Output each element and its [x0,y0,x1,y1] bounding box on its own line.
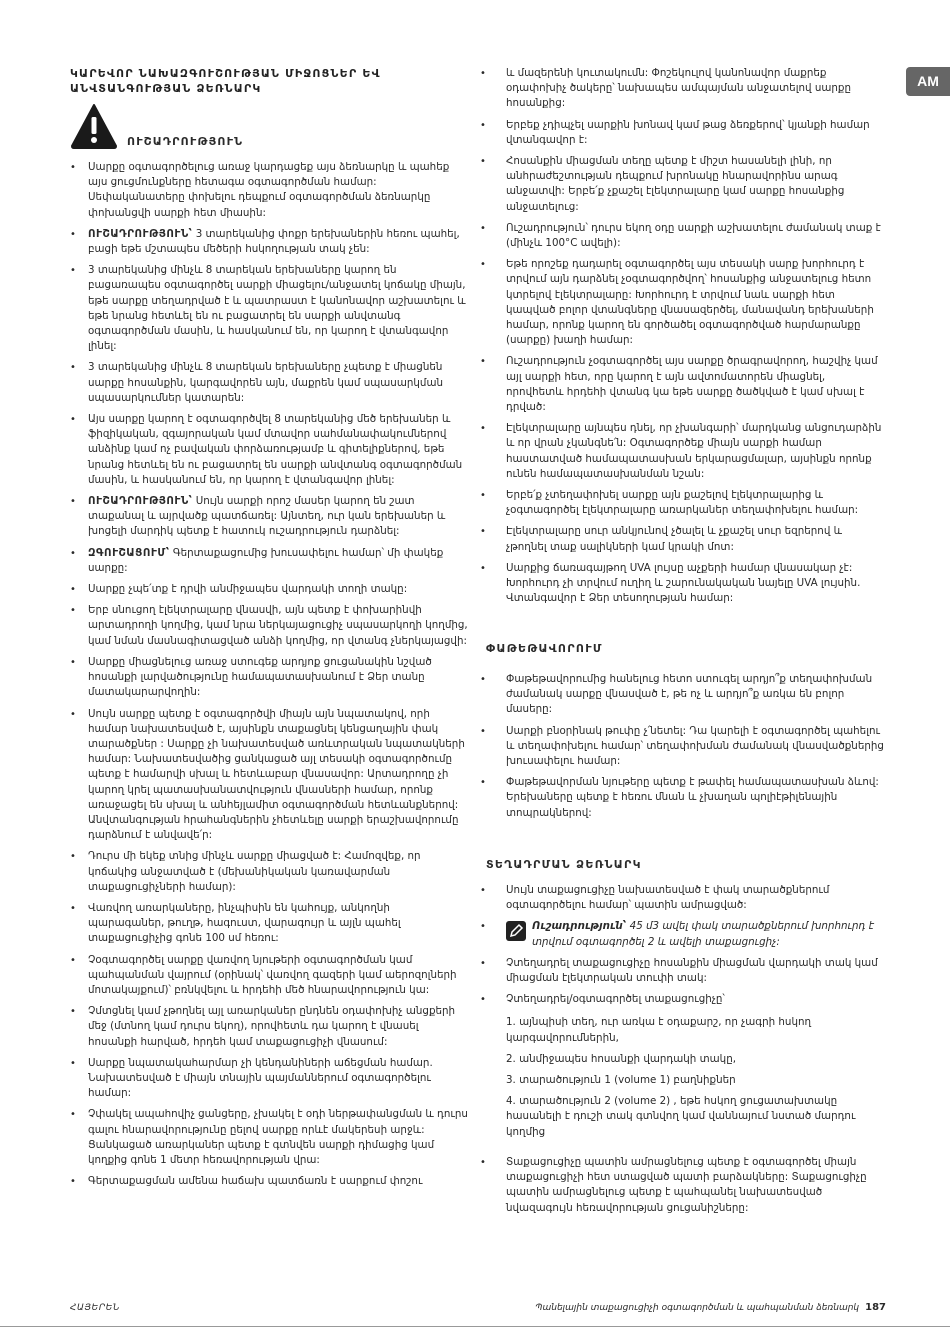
item-lead: ՈՒՇԱԴՐՈՒԹՅՈՒՆ՝ [88,495,193,508]
item-text: Եթե որոշեք դադարել օգտագործել այս տեսակի սարք խորհուրդ է տրվում այն դարձնել չօգտագործվող՝ հոսանքից անջատելուց հետո կտրելով էլեկտրալարը: Խորհուրդ է տրվում նաև սարքի հետ կապված բոլոր վտանգները վնասազերծել, մանավանդ երեխաների համար, որոնք կարող են գործածել օգտագործված հարմարանքը (սարքը) խաղի համար: [506,258,874,347]
item-lead: ԶԳՈՒՇԱՑՈՒՄ՝ [88,546,170,559]
item-text: Գերտաքացումից խուսափելու համար՝ մի փակեք սարքը: [88,546,444,574]
list-item [480,118,885,148]
list-item [70,227,468,257]
footer-language: ՀԱՅԵՐԵՆ [70,1303,121,1313]
list-item [480,724,885,770]
step-item: 4. տարածություն 2 (volume 2) , եթե հսկող ցուցատախտակը հասանելի է դուշի տակ գտնվող կամ վաննայում նստած մարդու կողմից [506,1095,856,1138]
item-text: Երբ սնուցող էլեկտրալարը վնասվի, այն պետք է փոխարինվի արտադրողի կողմից, կամ նրա ներկայացուցիչ սպասարկողի կողմից, կամ նման մասնագիտացված անձի կողմից, որ վտանգ չներկայացվի: [88,604,468,647]
installation-list [480,883,885,1146]
list-item [70,160,468,221]
safety-list-right [480,66,885,613]
list-item [70,360,468,406]
list-item [70,494,468,540]
safety-list-left [70,160,468,1195]
warning-title: ՈՒՇԱԴՐՈՒԹՅՈՒՆ [127,135,244,148]
list-item [480,524,885,554]
steps-lead: Չտեղադրել/օգտագործել տաքացուցիչը՝ [506,993,725,1006]
list-item [70,1174,468,1189]
list-item [70,1056,468,1102]
item-text: Չմտցնել կամ չթողնել այլ առարկաներ ընդնեն օդափոխիչ անցքերի մեջ (մտնող կամ դուրս եկող), որովհետև դա կարող է վնասել հոսանքի հարված, հրդեհ կամ տաքացուցիչի վնասում: [88,1005,456,1048]
item-text: Փաթեթավորման նյութերը պետք է թափել համապատասխան ձևով: Երեխաները պետք է հեռու մնան և չխաղան պոլիէթիլենային տոպրակներով: [506,776,879,819]
list-item [70,603,468,649]
list-item [480,257,885,348]
list-item [480,221,885,251]
item-text: և մազերենի կուտակումն: Փոշեկուլով կանոնավոր մաքրեք օդափոխիչ ծակերը՝ նախապես ամպայման անջատելով սարքը հոսանքից: [506,67,851,110]
list-item [70,901,468,947]
item-text: 3 տարեկանից փոքր երեխաներին հեռու պահել, բացի եթե մշտապես մեծերի հսկողության տակ չեն: [88,227,460,256]
item-text: Դուրս մի եկեք տնից մինչև սարքը միացված է: Համոզվեք, որ կոճակից անջատված է (մեխանիկական կառավարման տաքացուցիչների համար): [88,850,421,893]
installation-list-final [480,1155,885,1222]
item-text: 3 տարեկանից մինչև 8 տարեկան երեխաները կարող են բացառապես օգտագործել սարքի միացելու/անջատել կոճակը միայն, եթե սարքը տեղադրված է և պատրաստ է կանոնավոր աշխատելու և եթե նրանց հետևել են ու բացատրել են սարքի անվտանգ օգտագործման մասին, և հասկանում են, որ կարող է վտանգավոր լինել: [88,264,466,353]
note-item [480,919,885,949]
step-item: 1. այնպիսի տեղ, ուր առկա է օդաքարշ, որ չագրի հսկող կարգավորումներին, [506,1016,812,1044]
item-text: Ուշադրություն՝ դուրս եկող օդը սարքի աշխատելու ժամանակ տաք է (մինչև 100°C ավելի): [506,221,881,250]
list-item: • Չտեղադրել տաքացուցիչը հոսանքին միացման վարդակի տակ կամ միացման էլեկտրական տուփի տակ: [480,956,885,986]
item-text: Ուշադրություն չօգտագործել այս սարքը ծրագրավորող, հաշվիչ կամ այլ սարքի հետ, որը կարող է այն ավտոմատորեն միացնել, որովհետև հրդեհի վտանգ կա եթե սարքը ծածկված է կամ սխալ է դրված: [506,355,878,414]
item-text: Վառվող առարկաները, ինչպիսին են կահույք, անկողնի պարագաներ, թուղթ, հագուստ, վարագույր և այլն պահել տաքացուցիչից գոնե 100 սմ հեռու: [88,901,401,945]
page-title: ԿԱՐԵՎՈՐ ՆԱԽԱԶԳՈՒՇՈՒԹՅԱՆ ՄԻՋՈՑՆԵՐ ԵՎ ԱՆՎՏԱՆԳՈՒԹՅԱՆ ՁԵՌՆԱՐԿ [70,67,381,95]
steps-item [480,992,885,1140]
item-text: Սույն սարքի որոշ մասեր կարող են շատ տաքանալ և այրվածք պատճառել: Այնտեղ, ուր կան երեխաներ և խոցելի մարդիկ պետք է հատուկ ուշադրություն դարձնել: [88,495,446,538]
note-text: 45 մ3 ավել փակ տարածքներում խորհուրդ է տրվում օգտագործել 2 և ավելի տաքացուցիչ: [532,920,874,948]
list-item [480,488,885,518]
warning-icon [70,103,118,149]
item-text: Գերտաքացման ամենա հաճախ պատճառն է սարքում փոշու [88,1175,423,1188]
list-item [70,1004,468,1050]
note-lead: Ուշադրություն՝ [532,920,627,933]
item-text: Չօգտագործել սարքը վառվող նյութերի օգտագործման կամ պահպանման վայրում (օրինակ՝ վառվող գազերի կամ աերոզոլների մոտակայքում)՝ բռնկվելու և հրդեհի մեծ հնարավորություն կա: [88,953,457,996]
list-item [70,707,468,844]
installation-heading: ՏԵՂԱԴՐՄԱՆ ՁԵՌՆԱՐԿ [486,858,642,871]
list-item: • Տաքացուցիչը պատին ամրացնելուց պետք է օգտագործել միայն տաքացուցիչի հետ ստացված պատի բարձակները: Տաքացուցիչը պատին ամրացնելուց պետք է պահպանել նախատեսված նվազագույն հեռավորության ցուցանիշները: [480,1155,885,1216]
page-number: 187 [865,1302,886,1313]
item-text: Հոսանքին միացման տեղը պետք է միշտ հասանելի լինի, որ անհրաժեշտության դեպքում խրոնակը հնարավորինս արագ անջատվի: Երբե՛ք չքաշել էլեկտրալարը կամ սարքը հոսանքից անջատելուց: [506,155,845,213]
item-text: Սարքից ճառագայթող UVA լույսը աչքերի համար վնասակար չէ: Խորհուրդ չի տրվում ուղիղ և շարունակական նայելը UVA լույսին. Վտանգավոր է Ձեր տեսողության համար: [506,561,861,605]
item-text: Երբե՛ք չտեղափոխել սարքը այն քաշելով էլեկտրալարից և չօգտագործել էլեկտրալարը առարկաներ տեղափոխելու համար: [506,489,859,517]
item-text: Սարքը միացնելուց առաջ ստուգեք արդյոք ցուցանակին նշված հոսանքի լարվածությունը համապատասխանում է Ձեր տանը մատակարարվողին: [88,655,432,699]
item-text: Սարքի բնօրինակ թուփը չ՛նետել: Դա կարելի է օգտագործել պահելու և տեղափոխելու համար՝ տեղափոխման ժամանակ վնասվածքներից խուսափելու համար: [506,724,884,768]
steps-list [506,1015,885,1139]
item-text: Փաթեթավորումից հանելուց հետո ստուգել արդյո՞ք տեղափոխման ժամանակ սարքը վնասված է, թե ոչ և արդյո՞ք առկա են բոլոր մասերը: [506,673,873,716]
footer-title: Պանելային տաքացուցիչի օգտագործման և պահպանման ձեռնարկ 187 [535,1302,886,1313]
list-item [70,953,468,999]
list-item [480,421,885,482]
language-badge: AM [906,67,950,96]
item-text: Սարքը չպե՛տք է դրվի անմիջապես վարդակի տողի տակը: [88,583,408,596]
list-item [480,561,885,607]
list-item [480,66,885,112]
pencil-note-icon [506,921,526,941]
list-item [70,263,468,354]
item-text: Սույն սարքը պետք է օգտագործվի միայն այն նպատակով, որի համար նախատեսված է, այսինքն տաքացնել կենցաղային փակ տարածքներ : Սարքը չի նախատեսված առևտրական նպատակների համար: Նախատեսվածից ցանկացած այլ տեսակի օգտագործումը պետք է համարվի սխալ և հետևաբար վնասավոր: Արտադրողը չի կարող կրել պատասխանատվություն վնասների համար, որոնք առաջացել են սխալ և անհեյլամիտ օգտագործման հետևանքներով: Անվտանգության հրահանգներին չհետևելը սարքի երաշխավորումը դարձնում է անվավե՛ր: [88,707,465,842]
item-text: Էլեկտրալարը սուր անկյունով չծալել և չքաշել սուր եզրերով և չթողնել տաք սալիկների կամ կրակի մոտ: [506,525,842,553]
list-item [480,354,885,415]
step-item: 2. անմիջապես հոսանքի վարդակի տակը, [506,1052,736,1065]
list-item [70,655,468,701]
item-text: Երբեք չդիպչել սարքին խոնավ կամ թաց ձեռքերով՝ կյանքի համար վտանգավոր է: [506,118,870,146]
item-text: Էլեկտրալարը այնպես դնել, որ չխանգարի՝ մարդկանց անցուդարձին և որ վրան չկանգնե՛ն: Օգտագործեք միայն սարքի համար հաստատված համապատասխան երկարացմալար, այսինքն որոնք ունեն համապատասխանման նշան: [506,422,882,480]
list-item [70,582,468,597]
item-text: 3 տարեկանից մինչև 8 տարեկան երեխաները չպետք է միացնեն սարքը հոսանքին, կարգավորեն այն, մաքրեն կամ սպասարկման սպասարկումներ կատարեն: [88,361,443,404]
list-item [480,672,885,718]
unpacking-list [480,672,885,827]
list-item: • Սույն տաքացուցիչը նախատեսված է փակ տարածքներում օգտագործելու համար՝ պատին ամրացված: [480,883,885,913]
list-item [480,154,885,215]
item-text: Սարքը օգտագործելուց առաջ կարդացեք այս ձեռնարկը և պահեք այս ցուցմունքները հետագա օգտագործման համար: Սեփականատերը փոխելու դեպքում օգտագործման ձեռնարկը փոխանցվի սարքի հետ միասին: [88,161,450,219]
footer-divider [0,1326,950,1327]
list-item [70,412,468,488]
list-item [70,849,468,895]
item-text: Սարքը նպատակահարմար չի կենդանիների աճեցման համար. Նախատեսված է միայն տնային պայմաններում օգտագործելու համար: [88,1056,433,1100]
item-text: Չփակել ապահովիչ ցանցերը, չխակել է օդի ներթափանցման և դուրս գալու հնարավորությունը ըելով սարքը որևէ մակերեսի արջև: Ցանկացած առարկաներ պետք է գտնվեն սարքի դիմացից կամ կողքից գոնե 1 մետր հեռավորության վրա: [88,1108,468,1166]
unpacking-heading: ՓԱԹԵԹԱՎՈՐՈՒՄ [486,642,603,655]
item-lead: ՈՒՇԱԴՐՈՒԹՅՈՒՆ՝ [88,227,193,240]
step-item: 3. տարածություն 1 (volume 1) բաղնիքներ [506,1074,736,1087]
list-item [70,546,468,576]
list-item [480,775,885,821]
list-item [70,1107,468,1168]
item-text: Այս սարքը կարող է օգտագործվել 8 տարեկանից մեծ երեխաներ և ֆիզիկական, զգայորական կամ մտավոր սահմանափակումներով անձինք կամ ոչ բավական փորձառությամբ և գիտելիքներով, եթե նրանց հետևել են ու բացատրել են սարքի անվտանգ օգտագործման մասին, և հասկանում են, որ կարող է վտանգավոր լինել: [88,413,463,486]
